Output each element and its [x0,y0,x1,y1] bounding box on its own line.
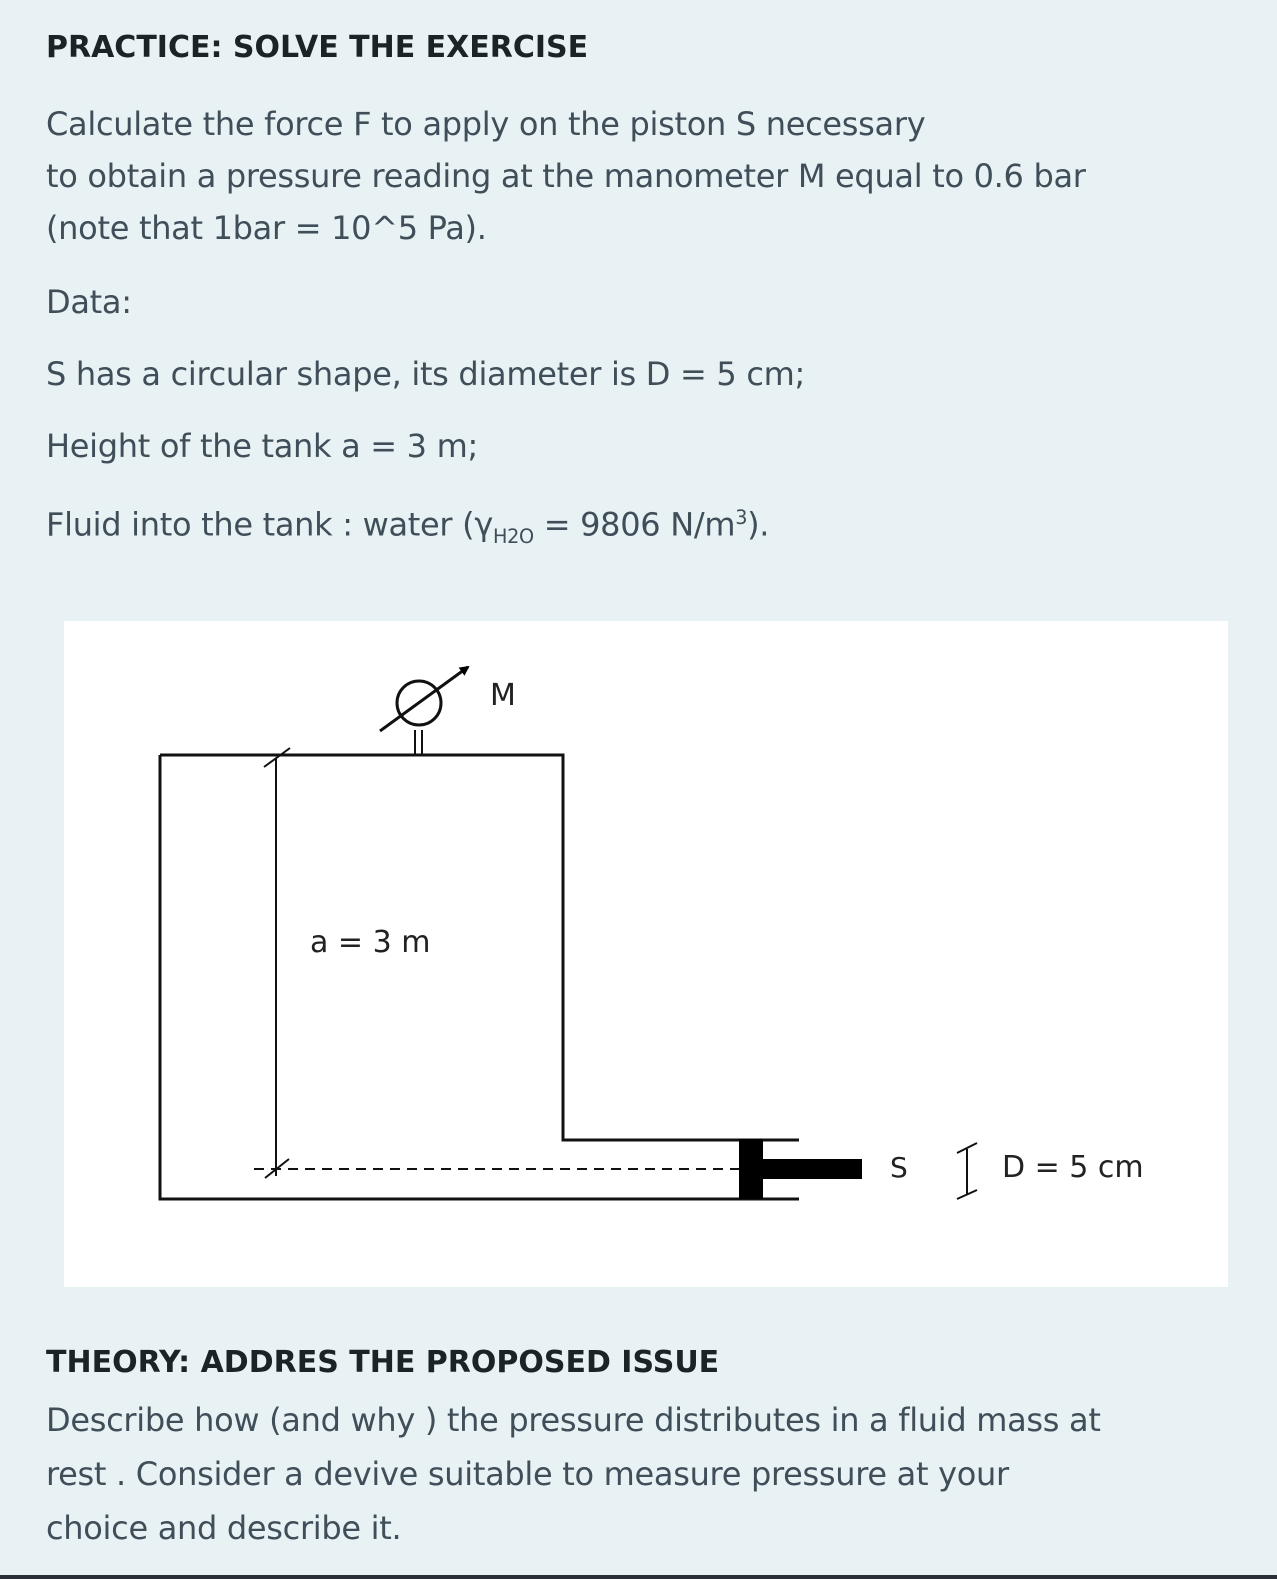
fluid-value: = 9806 N/m [533,505,736,544]
data-label: Data: [46,283,132,321]
gamma-subscript: H2O [492,525,534,549]
tank-diagram [64,621,1228,1287]
data-item-height: Height of the tank a = 3 m; [46,427,478,465]
bottom-divider [0,1575,1277,1579]
manometer-label: M [490,678,516,713]
theory-heading: THEORY: ADDRES THE PROPOSED ISSUE [46,1345,720,1380]
practice-heading: PRACTICE: SOLVE THE EXERCISE [46,30,589,65]
statement-line: (note that 1bar = 10^5 Pa). [46,209,487,247]
theory-line: rest . Consider a devive suitable to measure pressure at your [46,1455,1009,1493]
theory-line: Describe how (and why ) the pressure distributes in a fluid mass at [46,1401,1101,1439]
data-item-diameter: S has a circular shape, its diameter is D = 5 cm; [46,355,805,393]
height-label: a = 3 m [310,925,431,960]
fluid-prefix: Fluid into the tank : water ( [46,505,475,544]
fluid-suffix: ). [747,505,770,544]
piston-label: S [890,1151,908,1184]
theory-line: choice and describe it. [46,1509,402,1547]
problem-statement [46,98,1086,254]
theory-text [46,1393,1101,1555]
tank-outline [160,755,799,1199]
unit-exponent: 3 [735,506,748,529]
piston-head [739,1139,763,1199]
tank-diagram-svg [64,621,1228,1287]
data-item-fluid [46,492,769,563]
diameter-label: D = 5 cm [1002,1150,1144,1185]
piston-rod [763,1159,862,1179]
gamma-symbol: γ [474,505,493,544]
statement-line: Calculate the force F to apply on the piston S necessary [46,105,926,143]
statement-line: to obtain a pressure reading at the manometer M equal to 0.6 bar [46,157,1086,195]
